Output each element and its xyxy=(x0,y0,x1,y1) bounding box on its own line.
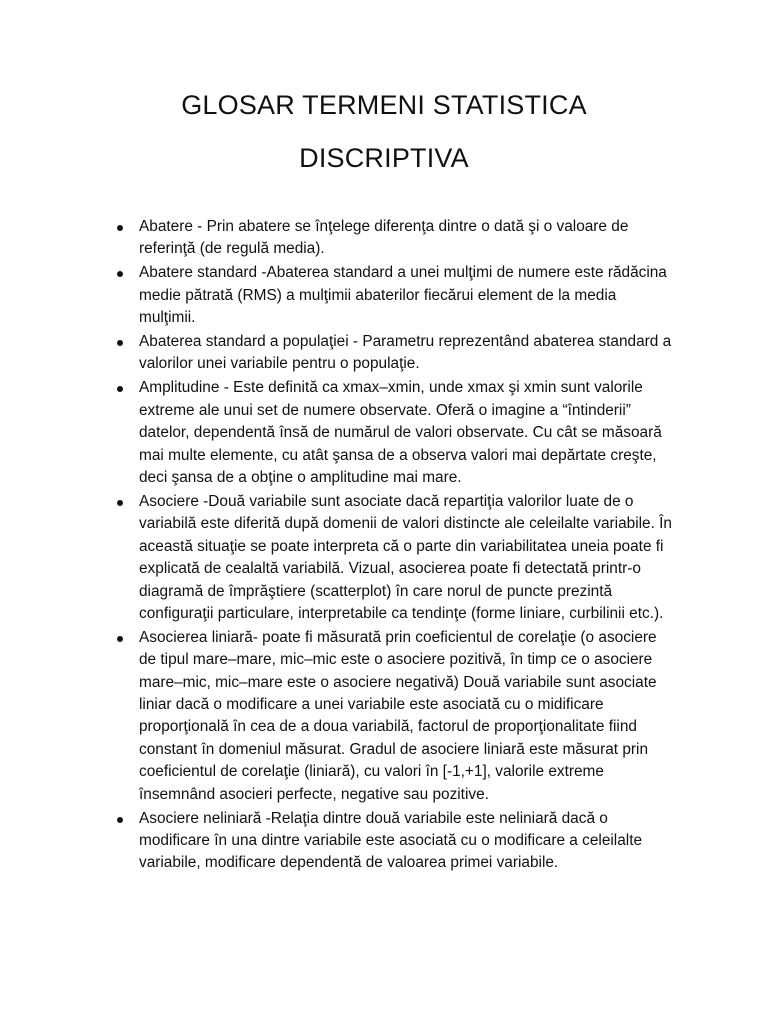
glossary-entry-text: Abatere - Prin abatere se înţelege diferenţa dintre o dată şi o valoare de referinţă (de regulă media). xyxy=(139,218,629,258)
glossary-entry-asociere xyxy=(115,491,675,625)
glossary-entry-abatere xyxy=(115,216,675,261)
glossary-entry-abatere-standard xyxy=(115,262,675,329)
glossary-entry-text: Asociere neliniară -Relaţia dintre două variabile este neliniară dacă o modificare în una dintre variabile este asociată cu o modificare a celeilalte variabile, modificare dependentă de valoarea primei variabile. xyxy=(139,809,643,872)
glossary-list xyxy=(115,216,675,876)
glossary-entry-amplitudine xyxy=(115,377,675,489)
bullet-icon xyxy=(117,271,123,277)
document-title-line-1: GLOSAR TERMENI STATISTICA xyxy=(181,90,587,120)
glossary-entry-text: Asocierea liniară- poate fi măsurată prin coeficientul de corelaţie (o asociere de tipul mare–mare, mic–mic este o asociere pozitivă, în timp ce o asociere mare–mic, mic–mare este o asociere negativă) Două variabile sunt asociate liniar dacă o modificare a unei variabile este asociată cu o midificare proporţională în cea de a doua variabilă, factorul de proporţionalitate fiind constant în domeniul măsurat. Gradul de asociere liniară este măsurat prin coeficientul de corelaţie (liniară), cu valori în [-1,+1], valorile extreme însemnând asocieri perfecte, negative sau pozitive. xyxy=(139,628,657,803)
bullet-icon xyxy=(117,636,123,642)
bullet-icon xyxy=(117,817,123,823)
glossary-entry-text: Asociere -Două variabile sunt asociate dacă repartiţia valorilor luate de o variabilă este diferită după domenii de valori distincte ale celeilalte variabile. În această situaţie se poate interpreta că o parte din variabilitatea uneia poate fi explicată de cealaltă variabilă. Vizual, asocierea poate fi detectată printr-o diagramă de împrăştiere (scatterplot) în care norul de puncte prezintă configuraţii particulare, interpretabile ca tendinţe (forme liniare, curbilinii etc.). xyxy=(139,492,672,622)
bullet-icon xyxy=(117,340,123,346)
glossary-entry-text: Amplitudine - Este definită ca xmax–xmin, unde xmax şi xmin sunt valorile extreme ale unui set de numere observate. Oferă o imagine a “întinderii” datelor, dependentă însă de numărul de valori observate. Cu cât se măsoară mai multe elemente, cu atât şansa de a observa valori mai depărtate creşte, deci şansa de a obţine o amplitudine mai mare. xyxy=(139,379,662,486)
document-title-line-2: DISCRIPTIVA xyxy=(299,143,469,173)
bullet-icon xyxy=(117,225,123,231)
glossary-entry-abaterea-standard-a-populatiei xyxy=(115,331,675,376)
glossary-entry-asociere-neliniara xyxy=(115,808,675,875)
bullet-icon xyxy=(117,500,123,506)
glossary-entry-text: Abatere standard -Abaterea standard a unei mulţimi de numere este rădăcina medie pătrată (RMS) a mulţimii abaterilor fiecărui element de la media mulţimii. xyxy=(139,264,667,327)
glossary-entry-asocierea-liniara xyxy=(115,627,675,806)
glossary-entry-text: Abaterea standard a populaţiei - Parametru reprezentând abaterea standard a valorilor unei variabile pentru o populaţie. xyxy=(139,333,672,373)
bullet-icon xyxy=(117,386,123,392)
